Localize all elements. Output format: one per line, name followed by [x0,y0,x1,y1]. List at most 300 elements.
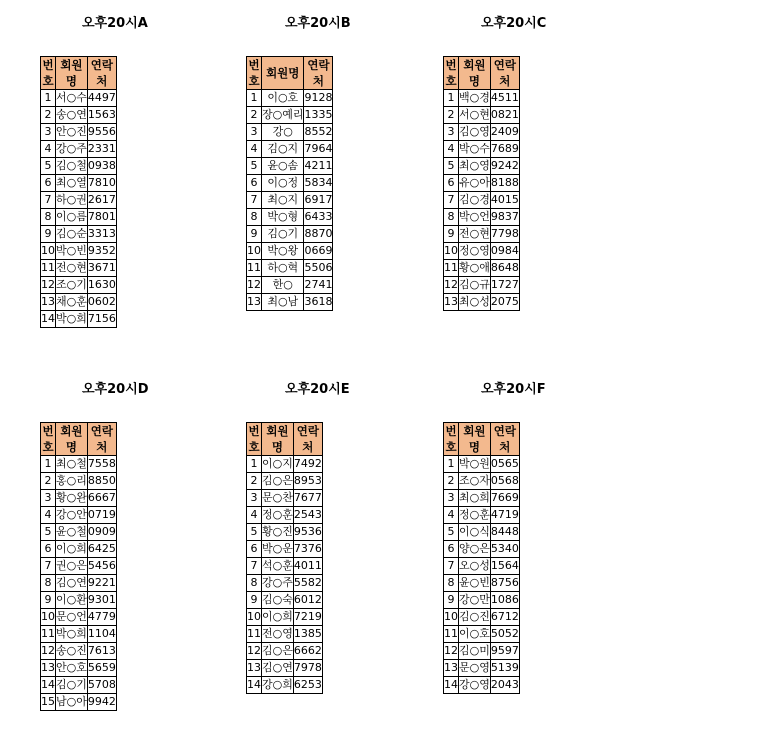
cell-contact: 6425 [87,541,116,558]
table-row [247,592,323,609]
cell-number: 4 [247,141,262,158]
cell-member-name: 송○연 [56,107,88,124]
table-row [247,626,323,643]
cell-number: 14 [247,677,262,694]
cell-number: 9 [247,226,262,243]
cell-contact: 9128 [304,90,333,107]
member-table [443,56,520,311]
table-row [247,507,323,524]
cell-number: 5 [444,158,459,175]
cell-member-name: 김○규 [459,277,491,294]
group-title: 오후20시B [285,16,351,31]
cell-member-name: 하○혁 [262,260,304,277]
table-row [41,277,117,294]
cell-contact: 3671 [87,260,116,277]
cell-contact: 7492 [293,456,322,473]
cell-contact: 7801 [87,209,116,226]
cell-contact: 7156 [87,311,116,328]
cell-number: 3 [444,490,459,507]
cell-member-name: 강○주 [262,575,294,592]
table-row [247,456,323,473]
header-number: 번호 [42,424,54,454]
table-row [444,277,520,294]
cell-contact: 0565 [490,456,519,473]
table-row [247,158,333,175]
cell-member-name: 최○성 [459,294,491,311]
table-row [247,575,323,592]
cell-number: 10 [247,243,262,260]
member-table [443,422,520,694]
table-row [41,294,117,311]
header-member-name: 회원명 [262,57,304,90]
cell-member-name: 전○현 [459,226,491,243]
table-row [247,243,333,260]
header-contact: 연락처 [490,423,519,456]
table-row [444,294,520,311]
table-row [41,626,117,643]
cell-contact: 2043 [490,677,519,694]
cell-member-name: 이○름 [56,209,88,226]
cell-number: 6 [444,175,459,192]
cell-contact: 2617 [87,192,116,209]
cell-contact: 5506 [304,260,333,277]
cell-number: 2 [444,107,459,124]
cell-contact: 9597 [490,643,519,660]
cell-number: 6 [444,541,459,558]
table-row [444,107,520,124]
cell-contact: 2409 [490,124,519,141]
cell-contact: 6012 [293,592,322,609]
table-row [444,592,520,609]
cell-number: 3 [247,490,262,507]
cell-contact: 5834 [304,175,333,192]
table-row [247,141,333,158]
cell-contact: 2331 [87,141,116,158]
table-row [444,677,520,694]
table-row [444,524,520,541]
cell-member-name: 최○철 [56,456,88,473]
cell-contact: 7376 [293,541,322,558]
table-row [247,107,333,124]
cell-member-name: 윤○솜 [262,158,304,175]
cell-number: 6 [247,175,262,192]
cell-number: 5 [444,524,459,541]
cell-contact: 6433 [304,209,333,226]
cell-number: 15 [41,694,56,711]
table-row [444,243,520,260]
table-row [41,107,117,124]
table-row [247,192,333,209]
cell-number: 8 [41,209,56,226]
header-row [444,423,520,456]
cell-number: 11 [444,260,459,277]
cell-number: 11 [247,626,262,643]
cell-contact: 1563 [87,107,116,124]
group-title: 오후20시D [82,382,149,397]
cell-contact: 0669 [304,243,333,260]
cell-member-name: 김○미 [459,643,491,660]
cell-contact: 6712 [490,609,519,626]
table-row [247,677,323,694]
cell-member-name: 박○운 [262,541,294,558]
cell-member-name: 이○호 [459,626,491,643]
cell-contact: 6662 [293,643,322,660]
header-contact: 연락처 [490,57,519,90]
cell-contact: 7219 [293,609,322,626]
cell-number: 2 [444,473,459,490]
cell-member-name: 김○은 [262,473,294,490]
cell-member-name: 정○훈 [459,507,491,524]
cell-member-name: 김○기 [262,226,304,243]
table-row [247,609,323,626]
table-row [41,592,117,609]
header-member-name: 회원명 [262,423,294,456]
cell-member-name: 김○연 [56,575,88,592]
table-row [41,124,117,141]
cell-contact: 6917 [304,192,333,209]
table-row [41,456,117,473]
cell-member-name: 한○ [262,277,304,294]
header-number: 번호 [445,58,457,88]
cell-contact: 4211 [304,158,333,175]
cell-contact: 9352 [87,243,116,260]
header-number: 번호 [445,424,457,454]
cell-member-name: 김○철 [56,158,88,175]
cell-number: 1 [41,456,56,473]
member-table [40,422,117,711]
table-row [444,260,520,277]
cell-number: 2 [247,107,262,124]
cell-member-name: 이○정 [262,175,304,192]
cell-member-name: 서○현 [459,107,491,124]
cell-contact: 1630 [87,277,116,294]
cell-number: 2 [247,473,262,490]
cell-member-name: 최○희 [459,490,491,507]
table-row [247,175,333,192]
cell-member-name: 이○호 [262,90,304,107]
cell-member-name: 이○식 [459,524,491,541]
cell-member-name: 황○애 [459,260,491,277]
table-row [444,575,520,592]
cell-number: 10 [444,243,459,260]
table-row [247,524,323,541]
cell-contact: 7798 [490,226,519,243]
table-row [444,643,520,660]
cell-number: 7 [444,558,459,575]
cell-contact: 9242 [490,158,519,175]
cell-number: 5 [247,524,262,541]
member-table [40,56,117,328]
cell-contact: 1086 [490,592,519,609]
cell-member-name: 김○경 [459,192,491,209]
cell-contact: 4497 [87,90,116,107]
cell-number: 9 [41,592,56,609]
cell-contact: 9837 [490,209,519,226]
cell-member-name: 박○형 [262,209,304,226]
cell-contact: 8648 [490,260,519,277]
table-row [444,158,520,175]
cell-number: 5 [41,524,56,541]
cell-contact: 5340 [490,541,519,558]
cell-member-name: 최○지 [262,192,304,209]
table-row [444,473,520,490]
cell-member-name: 문○찬 [262,490,294,507]
header-row [247,423,323,456]
table-row [444,541,520,558]
cell-number: 12 [247,277,262,294]
cell-number: 12 [444,643,459,660]
cell-contact: 5708 [87,677,116,694]
cell-contact: 1385 [293,626,322,643]
cell-member-name: 박○왕 [262,243,304,260]
table-row [444,192,520,209]
cell-member-name: 남○아 [56,694,88,711]
cell-contact: 0909 [87,524,116,541]
cell-member-name: 김○순 [56,226,88,243]
cell-contact: 8552 [304,124,333,141]
table-row [41,226,117,243]
table-row [444,626,520,643]
cell-member-name: 박○언 [459,209,491,226]
cell-contact: 7810 [87,175,116,192]
table-row [41,575,117,592]
table-row [41,507,117,524]
cell-number: 5 [41,158,56,175]
cell-number: 3 [41,490,56,507]
cell-member-name: 황○진 [262,524,294,541]
cell-number: 10 [41,243,56,260]
cell-number: 10 [444,609,459,626]
cell-contact: 5139 [490,660,519,677]
cell-contact: 2075 [490,294,519,311]
cell-member-name: 김○은 [262,643,294,660]
cell-number: 9 [247,592,262,609]
cell-number: 13 [247,294,262,311]
cell-contact: 7964 [304,141,333,158]
cell-contact: 4015 [490,192,519,209]
cell-member-name: 김○영 [459,124,491,141]
cell-member-name: 하○권 [56,192,88,209]
cell-number: 12 [444,277,459,294]
cell-contact: 7558 [87,456,116,473]
table-row [247,558,323,575]
cell-member-name: 황○완 [56,490,88,507]
cell-contact: 6667 [87,490,116,507]
table-row [247,209,333,226]
header-contact: 연락처 [304,57,333,90]
cell-number: 14 [444,677,459,694]
cell-number: 8 [247,209,262,226]
cell-number: 4 [41,141,56,158]
cell-number: 7 [444,192,459,209]
cell-contact: 6253 [293,677,322,694]
cell-contact: 5052 [490,626,519,643]
cell-contact: 0719 [87,507,116,524]
cell-number: 1 [247,90,262,107]
cell-number: 9 [444,226,459,243]
cell-contact: 8188 [490,175,519,192]
header-number: 번호 [248,58,260,88]
cell-number: 13 [41,294,56,311]
cell-number: 14 [41,677,56,694]
header-number: 번호 [248,424,260,454]
cell-number: 12 [41,277,56,294]
cell-member-name: 양○은 [459,541,491,558]
cell-member-name: 송○진 [56,643,88,660]
cell-contact: 0568 [490,473,519,490]
table-row [41,175,117,192]
cell-contact: 1335 [304,107,333,124]
cell-member-name: 강○안 [56,507,88,524]
group-title: 오후20시C [481,16,547,31]
cell-contact: 9221 [87,575,116,592]
cell-number: 7 [41,192,56,209]
table-row [444,141,520,158]
cell-number: 1 [444,90,459,107]
cell-contact: 9536 [293,524,322,541]
table-row [247,124,333,141]
cell-number: 12 [41,643,56,660]
cell-contact: 7677 [293,490,322,507]
table-row [247,294,333,311]
cell-number: 4 [444,141,459,158]
header-contact: 연락처 [87,423,116,456]
cell-contact: 8756 [490,575,519,592]
header-member-name: 회원명 [459,423,491,456]
cell-number: 2 [41,473,56,490]
table-row [444,660,520,677]
table-row [444,490,520,507]
header-member-name: 회원명 [56,423,88,456]
cell-member-name: 김○숙 [262,592,294,609]
cell-number: 13 [247,660,262,677]
cell-contact: 0984 [490,243,519,260]
cell-number: 6 [247,541,262,558]
cell-member-name: 박○수 [459,141,491,158]
cell-member-name: 이○희 [262,609,294,626]
cell-member-name: 강○영 [459,677,491,694]
group-title: 오후20시E [285,382,350,397]
table-row [444,609,520,626]
cell-number: 5 [247,158,262,175]
table-row [41,694,117,711]
cell-number: 3 [444,124,459,141]
cell-number: 3 [41,124,56,141]
cell-contact: 0938 [87,158,116,175]
table-row [444,124,520,141]
cell-contact: 8953 [293,473,322,490]
cell-number: 13 [444,660,459,677]
cell-contact: 0602 [87,294,116,311]
cell-member-name: 석○훈 [262,558,294,575]
cell-member-name: 안○호 [56,660,88,677]
table-row [41,643,117,660]
cell-contact: 2741 [304,277,333,294]
cell-member-name: 김○기 [56,677,88,694]
table-row [247,90,333,107]
cell-member-name: 강○만 [459,592,491,609]
cell-contact: 8850 [87,473,116,490]
cell-number: 2 [41,107,56,124]
table-row [444,226,520,243]
table-row [41,158,117,175]
cell-contact: 1564 [490,558,519,575]
cell-member-name: 김○진 [459,609,491,626]
group-title: 오후20시F [481,382,546,397]
table-row [444,456,520,473]
table-row [41,660,117,677]
cell-member-name: 강○ [262,124,304,141]
cell-contact: 5659 [87,660,116,677]
cell-number: 11 [41,260,56,277]
cell-contact: 9301 [87,592,116,609]
header-contact: 연락처 [293,423,322,456]
table-row [41,609,117,626]
cell-member-name: 문○영 [459,660,491,677]
member-table [246,422,323,694]
cell-contact: 4511 [490,90,519,107]
cell-member-name: 장○예리 [262,107,304,124]
cell-number: 9 [41,226,56,243]
cell-member-name: 박○원 [459,456,491,473]
cell-member-name: 박○희 [56,311,88,328]
table-row [444,175,520,192]
cell-contact: 7613 [87,643,116,660]
cell-member-name: 문○언 [56,609,88,626]
cell-member-name: 전○현 [56,260,88,277]
table-row [247,541,323,558]
cell-contact: 0821 [490,107,519,124]
table-row [444,90,520,107]
table-row [41,90,117,107]
cell-member-name: 최○열 [56,175,88,192]
cell-member-name: 이○희 [56,541,88,558]
cell-contact: 5456 [87,558,116,575]
cell-contact: 8870 [304,226,333,243]
cell-member-name: 박○빈 [56,243,88,260]
cell-member-name: 정○훈 [262,507,294,524]
table-row [247,473,323,490]
cell-member-name: 유○아 [459,175,491,192]
cell-number: 8 [444,575,459,592]
cell-number: 10 [247,609,262,626]
header-member-name: 회원명 [56,57,88,90]
table-row [444,558,520,575]
cell-member-name: 홍○리 [56,473,88,490]
cell-member-name: 박○희 [56,626,88,643]
header-row [41,423,117,456]
table-row [247,660,323,677]
table-row [247,226,333,243]
table-row [247,260,333,277]
table-row [41,192,117,209]
table-row [41,141,117,158]
table-row [41,524,117,541]
table-row [41,260,117,277]
cell-contact: 7669 [490,490,519,507]
cell-contact: 4719 [490,507,519,524]
table-row [444,209,520,226]
cell-member-name: 전○영 [262,626,294,643]
table-row [41,677,117,694]
cell-contact: 9942 [87,694,116,711]
cell-number: 3 [247,124,262,141]
cell-contact: 3618 [304,294,333,311]
cell-number: 7 [247,192,262,209]
cell-contact: 7978 [293,660,322,677]
cell-number: 11 [444,626,459,643]
cell-member-name: 이○지 [262,456,294,473]
